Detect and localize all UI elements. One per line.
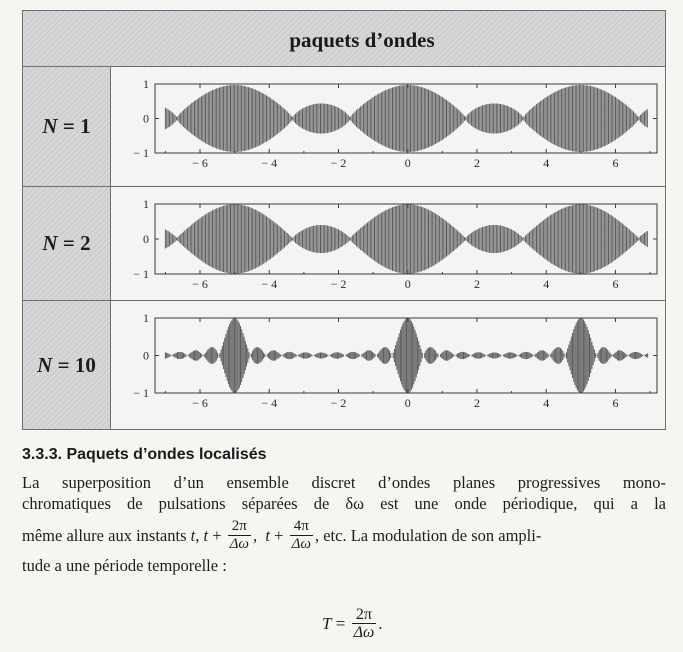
var-t: t [190,526,196,545]
section-heading: 3.3.3. Paquets d’ondes localisés [22,446,267,463]
fraction-denominator: Δω [291,536,311,552]
figure-header [23,11,665,67]
formula-fraction [352,606,377,641]
fraction-4pi-over-dw [290,518,313,553]
plot-panel-n1 [111,67,665,186]
label-equals: = [57,231,81,255]
y-tick-label: 0 [143,232,149,246]
formula-T: T [322,613,332,633]
x-tick-label: − 4 [261,277,278,291]
var-t: t [265,526,270,545]
x-tick-label: 0 [404,396,411,410]
plot-n2 [111,187,665,301]
waveform-series [165,85,647,152]
x-tick-label: 2 [473,396,480,410]
row-n1 [23,67,665,187]
x-tick-label: − 2 [330,277,347,291]
y-tick-label: 0 [143,348,149,363]
fraction-denominator: Δω [229,536,250,552]
x-tick-label: 2 [473,156,480,170]
row-n2 [23,187,665,301]
label-variable: N [42,114,58,138]
fraction-2pi-over-dw [228,518,251,553]
text-run: , [195,526,204,545]
row-label-n2 [23,187,111,300]
waveform-strokes [165,318,647,393]
var-t: t [203,526,209,545]
row-n10 [23,301,665,429]
period-formula [322,606,383,641]
x-tick-label: 4 [543,156,550,170]
x-tick-label: − 4 [261,396,278,410]
paragraph-line-2: chromatiques de pulsations séparées de δω est une onde périodique, qui a la [22,494,666,513]
waveform-strokes [165,85,647,152]
row-label-n1 [23,67,111,186]
formula-period: . [378,613,383,633]
fraction-numerator: 2π [352,606,377,624]
x-tick-label: 6 [612,156,619,170]
label-variable: N [37,352,53,377]
label-value: 2 [80,231,91,255]
row-label-n10 [23,301,111,429]
label-value: 1 [80,114,91,138]
plot-n1 [111,67,665,187]
paragraph-line-3 [22,518,666,553]
text-run: même allure aux instants [22,526,191,545]
x-tick-label: 4 [543,396,550,410]
label-equals: = [57,114,81,138]
plot-n10 [111,301,665,429]
y-tick-label: 1 [143,197,149,211]
text-run: + [208,526,226,545]
x-tick-label: 4 [543,277,550,291]
label-equals: = [52,352,75,377]
text-run: , etc. La modulation de son ampli- [314,526,542,545]
wave-packet-figure [22,10,666,430]
text-run: + [270,526,288,545]
y-tick-label: − 1 [133,386,149,400]
text-run: , [253,526,266,545]
x-tick-label: 2 [473,277,480,291]
plot-frame [155,318,657,393]
y-tick-label: 1 [143,77,149,91]
waveform-series [165,204,647,273]
paragraph-line-4: tude a une période temporelle : [22,556,227,575]
x-tick-label: − 6 [192,277,208,291]
fraction-denominator: Δω [353,624,375,641]
x-tick-label: − 4 [261,156,278,170]
y-tick-label: − 1 [133,146,149,160]
y-tick-label: − 1 [133,267,149,281]
y-tick-label: 1 [143,311,149,325]
fraction-numerator: 4π [290,518,313,536]
label-value: 10 [74,352,96,377]
x-tick-label: − 2 [330,396,347,410]
waveform-series [165,318,647,393]
fraction-numerator: 2π [228,518,251,536]
x-tick-label: 6 [612,277,619,291]
formula-equals: = [331,613,350,633]
x-tick-label: − 2 [330,156,347,170]
label-variable: N [42,231,58,255]
plot-panel-n2 [111,187,665,300]
x-tick-label: − 6 [192,156,208,170]
plot-panel-n10 [111,301,665,429]
y-tick-label: 0 [143,111,149,126]
x-tick-label: 0 [404,156,411,170]
waveform-strokes [165,204,647,273]
paragraph-line-1: La superposition d’un ensemble discret d’ondes planes progressives mono- [22,473,666,492]
figure-title: paquets d’ondes [289,28,435,52]
x-tick-label: 0 [404,277,411,291]
x-tick-label: − 6 [192,396,208,410]
x-tick-label: 6 [612,396,619,410]
